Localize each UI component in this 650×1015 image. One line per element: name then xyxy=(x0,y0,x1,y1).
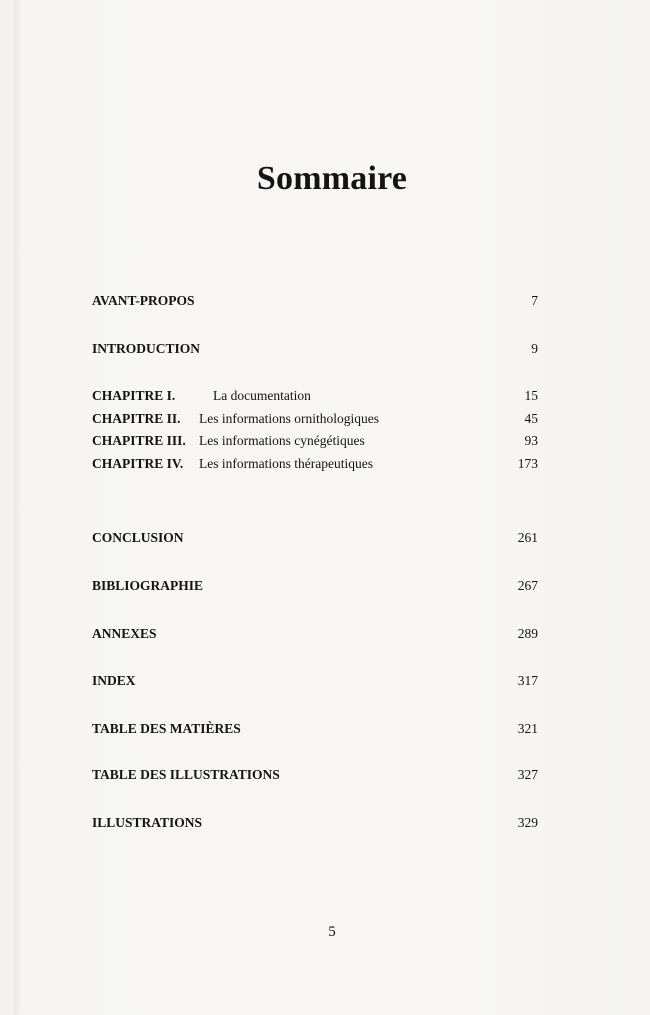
toc-entry-page: 289 xyxy=(517,626,538,641)
toc-entry-label: TABLE DES MATIÈRES xyxy=(92,721,241,736)
book-page xyxy=(14,0,650,1015)
toc-entry-label: TABLE DES ILLUSTRATIONS xyxy=(92,767,280,782)
toc-entry-label: CHAPITRE III. xyxy=(92,433,186,448)
toc-entry-page: 7 xyxy=(531,293,538,308)
toc-entry-label: ILLUSTRATIONS xyxy=(92,815,203,830)
toc-entry-bibliographie xyxy=(92,576,538,596)
toc-entry-chapitre-3 xyxy=(92,431,538,451)
page-title: Sommaire xyxy=(256,160,408,197)
toc-entry-page: 93 xyxy=(524,433,538,448)
toc-entry-subtitle: La documentation xyxy=(213,388,311,403)
toc-entry-label: CHAPITRE II. xyxy=(92,411,181,426)
toc-entry-page: 267 xyxy=(517,578,538,593)
toc-entry-annexes xyxy=(92,624,538,644)
toc-entry-page: 261 xyxy=(517,530,538,545)
toc-entry-page: 329 xyxy=(517,815,538,830)
toc-entry-label: INTRODUCTION xyxy=(92,341,201,356)
toc-entry-conclusion xyxy=(92,528,538,548)
toc-entry-index xyxy=(92,671,538,691)
toc-entry-label: INDEX xyxy=(92,673,136,688)
toc-entry-table-des-matieres xyxy=(92,719,538,739)
toc-entry-chapitre-4 xyxy=(92,454,538,474)
toc-entry-subtitle: Les informations ornithologiques xyxy=(199,411,379,426)
toc-entry-page: 15 xyxy=(524,388,538,403)
toc-entry-page: 321 xyxy=(517,721,538,736)
toc-entry-label: BIBLIOGRAPHIE xyxy=(92,578,204,593)
toc-entry-page: 173 xyxy=(517,456,538,471)
toc-entry-page: 45 xyxy=(524,411,538,426)
page-number: 5 xyxy=(328,924,336,940)
toc-entry-subtitle: Les informations thérapeutiques xyxy=(199,456,373,471)
toc-entry-subtitle: Les informations cynégétiques xyxy=(199,433,365,448)
toc-entry-label: CHAPITRE I. xyxy=(92,388,176,403)
toc-entry-introduction xyxy=(92,339,538,359)
toc-entry-page: 317 xyxy=(517,673,538,688)
toc-entry-label: CONCLUSION xyxy=(92,530,184,545)
toc-entry-label: ANNEXES xyxy=(92,626,157,641)
toc-entry-avant-propos xyxy=(92,291,538,311)
toc-entry-page: 327 xyxy=(517,767,538,782)
toc-entry-chapitre-1 xyxy=(92,386,538,406)
toc-entry-page: 9 xyxy=(531,341,538,356)
toc-entry-table-des-illustrations xyxy=(92,765,538,785)
toc-entry-label: AVANT-PROPOS xyxy=(92,293,195,308)
toc-entry-label: CHAPITRE IV. xyxy=(92,456,184,471)
toc-entry-illustrations xyxy=(92,813,538,833)
toc-entry-chapitre-2 xyxy=(92,409,538,429)
